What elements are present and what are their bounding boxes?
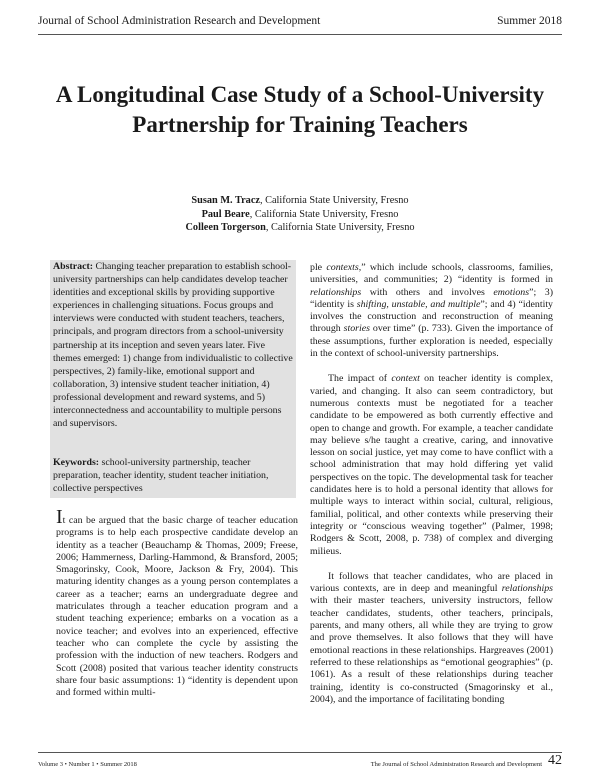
emphasis-text: context bbox=[391, 373, 420, 385]
drop-cap: I bbox=[56, 506, 63, 528]
emphasis-text: stories bbox=[343, 323, 370, 335]
article-title: A Longitudinal Case Study of a School-University Partnership for Training Teachers bbox=[55, 82, 545, 137]
footer-issue: Volume 3 • Number 1 • Summer 2018 bbox=[38, 761, 137, 768]
abstract-text: Changing teacher preparation to establish school-university partnerships can help candidates develop teacher identities and exceptional skills by providing supportive experiences in challenging situations. Focus groups and interviews were conducted with student teachers, teachers, principals, and program directors from a school-university partnership at its inception and seven years later. Five themes emerged: 1) change from individualistic to collective perspectives, 2) family-like, emotional support and collaboration, 3) intensive student teacher initiation, 4) professional development and reward systems, and 5) interconnectedness and accountability to multiple persons and supervisors. bbox=[53, 261, 293, 430]
issue-season: Summer 2018 bbox=[497, 15, 562, 27]
footer-rule bbox=[38, 752, 562, 753]
footer-right bbox=[371, 754, 562, 768]
abstract-label: Abstract: bbox=[53, 261, 94, 272]
author-entry bbox=[100, 208, 500, 222]
author-entry bbox=[100, 221, 500, 235]
footer-journal: The Journal of School Administration Research and Development bbox=[370, 761, 542, 768]
emphasis-text: shifting, unstable, and multiple bbox=[356, 298, 481, 310]
running-header bbox=[38, 15, 562, 27]
body-text-run: ”; 3) “identity is bbox=[310, 286, 553, 310]
author-affiliation: , California State University, Fresno bbox=[249, 208, 399, 220]
author-name: Paul Beare bbox=[201, 208, 250, 220]
body-text-run: The impact of bbox=[328, 373, 392, 385]
emphasis-text: contexts, bbox=[326, 262, 362, 273]
body-paragraph-text: t can be argued that the basic charge of teacher education programs is to help each prospective candidate develop an identity as a teacher (Beauchamp & Thomas, 2009; Freese, 2006; Hammerness, Darling-Hammond, & Bransford, 2005; Smagorinsky, Cook, Moore, Jackson & Fry, 2004). This maturing identity changes as a young person contemplates a career as a teacher; earns an undergraduate degree and matriculates through a teacher education program and a student teaching experience; embarks on a vocation as a novice teacher; and evolves into an experienced, effective teacher who can complete the cycle by assisting the profession with the induction of new teachers. Rodgers and Scott (2008) posited that various teacher identity constructs share four basic assumptions: 1) “identity is dependent upon and formed within multi- bbox=[56, 515, 298, 699]
body-text-run: with others and involves bbox=[361, 286, 494, 298]
author-affiliation: , California State University, Fresno bbox=[259, 195, 409, 206]
emphasis-text: relationships bbox=[310, 286, 362, 298]
body-text-run: ”; and 4) “identity involves the construction and reconstruction of meaning through bbox=[310, 298, 553, 335]
page-number: 42 bbox=[548, 753, 562, 768]
author-entry bbox=[100, 194, 500, 208]
author-name: Susan M. Tracz bbox=[191, 195, 260, 206]
body-text-run: It follows that teacher candidates, who are placed in various contexts, are in deep and meaningful bbox=[310, 570, 553, 595]
keywords-text: school-university partnership, teacher preparation, teacher identity, student teacher initiation, collective perspectives bbox=[53, 457, 269, 495]
author-list bbox=[100, 194, 500, 235]
body-paragraph bbox=[310, 262, 553, 360]
body-text-run: ple bbox=[310, 262, 327, 273]
keywords bbox=[53, 456, 293, 495]
abstract bbox=[53, 260, 293, 430]
emphasis-text: relationships bbox=[501, 583, 553, 595]
keywords-label: Keywords: bbox=[53, 457, 100, 468]
body-paragraph bbox=[310, 373, 553, 557]
right-column bbox=[310, 262, 553, 706]
body-text-run: ” which include schools, classrooms, families, universities, and communities; 2) “identity is formed in bbox=[310, 262, 553, 286]
body-text-run: over time” (p. 733). Given the importance of these assumptions, further exploration is needed, especially in the context of school-university partnerships. bbox=[310, 323, 553, 360]
emphasis-text: emotions bbox=[493, 286, 530, 298]
page-footer bbox=[38, 754, 562, 768]
body-paragraph-left bbox=[56, 506, 298, 699]
author-affiliation: , California State University, Fresno bbox=[265, 222, 415, 233]
body-text-run: with their master teachers, university instructors, fellow teacher candidates, students, other teachers, principals, parents, and many others, all while they are trying to grow and prove themselves. It also follows that they will have emotional reactions in these relationships. Hargreaves (2001) referred to these relationships as “emotional geographies” (p. 1061). As a result of these relationships during teacher training, identity is co-constructed (Smagorinsky et al., 2004), and the importance of facilitating bonding bbox=[310, 595, 553, 705]
body-paragraph bbox=[310, 571, 553, 706]
author-name: Colleen Torgerson bbox=[185, 222, 266, 233]
body-text-run: on teacher identity is complex, varied, and changing. It also can seem contradictory, but numerous contexts must be negotiated for a teacher candidate to be empowered as both currently effective and open to change and growth. For example, a teacher candidate may believe s/he taught a creative, caring, and innovative lesson on social justice, yet may come to have conflict with a school administration that may hold differing yet valid perspectives on the topic. The developmental task for teacher candidates here is to hold a personal identity that allows for multiple ways to interact within social, cultural, religious, familial, political, and other contexts while preserving their integrity or “conscious weaving together” (Palmer, 1998; Rodgers & Scott, 2008, p. 738) of complex and diverging milieus. bbox=[310, 373, 553, 557]
abstract-box bbox=[50, 260, 296, 498]
header-rule bbox=[38, 34, 562, 35]
journal-name: Journal of School Administration Research and Development bbox=[38, 15, 321, 27]
